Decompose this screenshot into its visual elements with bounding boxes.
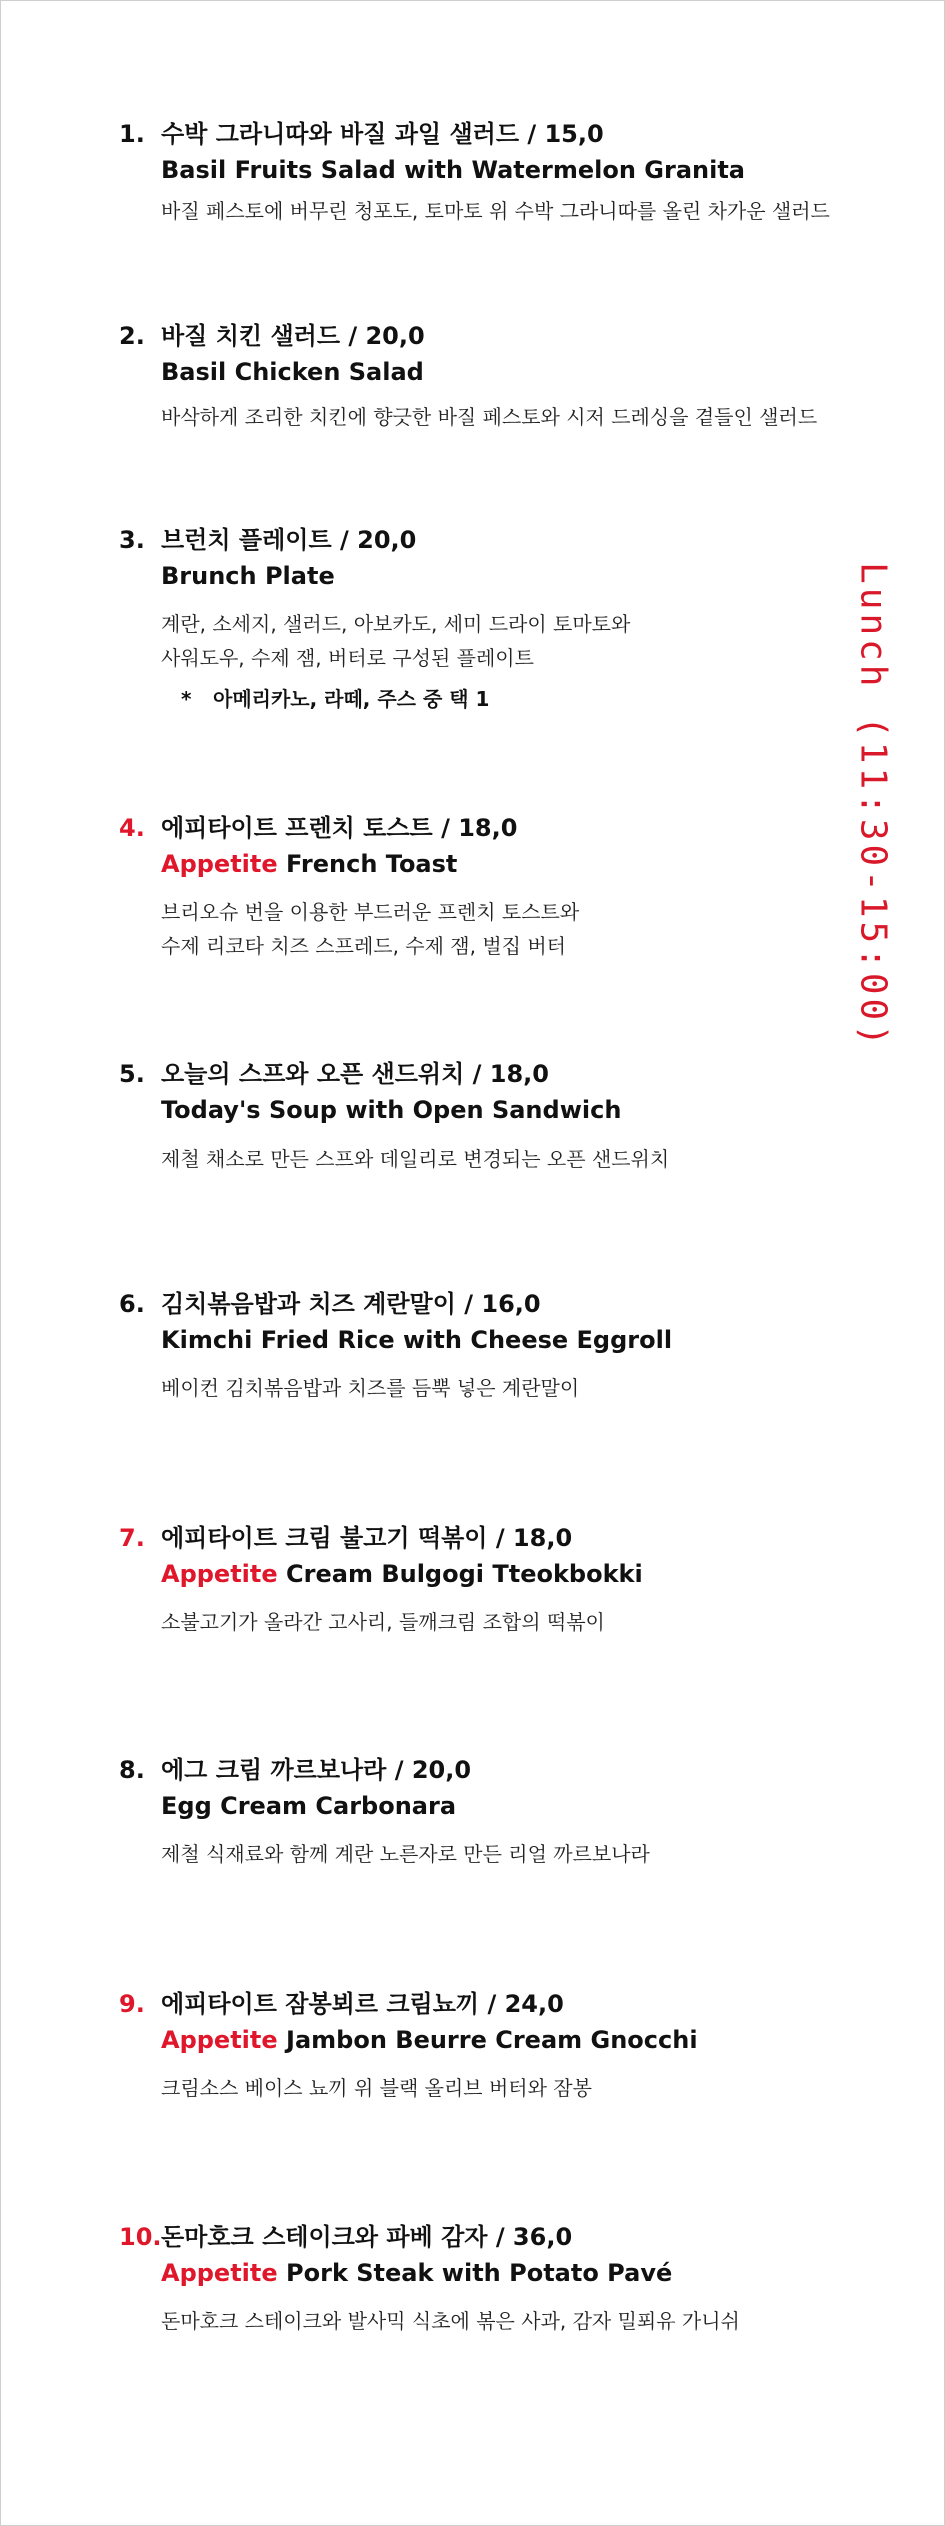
appetite-prefix: Appetite xyxy=(161,2026,278,2054)
item-description-line: 크림소스 베이스 뇨끼 위 블랙 올리브 버터와 잠봉 xyxy=(161,2076,592,2100)
item-title-english-text: Cream Bulgogi Tteokbokki xyxy=(286,1560,643,1588)
item-title-korean: 브런치 플레이트 / 20,0 xyxy=(161,526,417,554)
item-description-line: 계란, 소세지, 샐러드, 아보카도, 세미 드라이 토마토와 xyxy=(161,612,631,636)
lunch-hours-text: Lunch (11:30-15:00) xyxy=(852,562,894,1050)
item-title-english xyxy=(161,1094,621,1126)
item-title-english xyxy=(161,1324,672,1356)
menu-item-10 xyxy=(119,2221,879,2341)
item-number: 7. xyxy=(119,1524,145,1552)
item-title-english xyxy=(161,154,745,186)
item-title-korean: 돈마호크 스테이크와 파베 감자 / 36,0 xyxy=(161,2223,573,2251)
appetite-prefix: Appetite xyxy=(161,2259,278,2287)
item-number: 3. xyxy=(119,526,145,554)
menu-item-2 xyxy=(119,320,879,440)
item-title-english-text: Brunch Plate xyxy=(161,562,335,590)
item-title-english-text: Pork Steak with Potato Pavé xyxy=(286,2259,673,2287)
item-title-english xyxy=(161,560,335,592)
item-number: 2. xyxy=(119,322,145,350)
item-title-korean: 에피타이트 크림 불고기 떡볶이 / 18,0 xyxy=(161,1524,573,1552)
menu-item-9 xyxy=(119,1988,879,2108)
item-description-line: 사워도우, 수제 잼, 버터로 구성된 플레이트 xyxy=(161,646,534,670)
note-asterisk: * xyxy=(181,687,192,711)
item-number: 8. xyxy=(119,1756,145,1784)
item-description-line: 바삭하게 조리한 치킨에 향긋한 바질 페스토와 시저 드레싱을 곁들인 샐러드 xyxy=(161,405,818,429)
lunch-hours-label xyxy=(852,562,894,1050)
item-description-line: 소불고기가 올라간 고사리, 들깨크림 조합의 떡볶이 xyxy=(161,1610,605,1634)
item-title-english xyxy=(161,2257,672,2289)
item-title-korean: 수박 그라니따와 바질 과일 샐러드 / 15,0 xyxy=(161,120,604,148)
item-title-english xyxy=(161,1790,456,1822)
item-title-korean: 오늘의 스프와 오픈 샌드위치 / 18,0 xyxy=(161,1060,549,1088)
appetite-prefix: Appetite xyxy=(161,1560,278,1588)
item-title-korean: 바질 치킨 샐러드 / 20,0 xyxy=(161,322,425,350)
item-number: 9. xyxy=(119,1990,145,2018)
item-description-line: 돈마호크 스테이크와 발사믹 식초에 볶은 사과, 감자 밀푀유 가니쉬 xyxy=(161,2309,740,2333)
item-description-line: 베이컨 김치볶음밥과 치즈를 듬뿍 넣은 계란말이 xyxy=(161,1376,580,1400)
menu-item-7 xyxy=(119,1522,879,1642)
item-title-english-text: Kimchi Fried Rice with Cheese Eggroll xyxy=(161,1326,673,1354)
item-description-line: 제철 채소로 만든 스프와 데일리로 변경되는 오픈 샌드위치 xyxy=(161,1147,670,1171)
item-title-english-text: Egg Cream Carbonara xyxy=(161,1792,457,1820)
item-title-korean: 에피타이트 잠봉뵈르 크림뇨끼 / 24,0 xyxy=(161,1990,564,2018)
item-title-english xyxy=(161,1558,643,1590)
item-number: 4. xyxy=(119,814,145,842)
menu-item-4 xyxy=(119,812,879,972)
item-title-korean: 김치볶음밥과 치즈 계란말이 / 16,0 xyxy=(161,1290,541,1318)
item-title-english-text: French Toast xyxy=(286,850,458,878)
item-title-english-text: Today's Soup with Open Sandwich xyxy=(161,1096,622,1124)
item-title-english xyxy=(161,2024,698,2056)
item-number: 5. xyxy=(119,1060,145,1088)
menu-item-6 xyxy=(119,1288,879,1408)
item-number: 10. xyxy=(119,2223,162,2251)
menu-item-5 xyxy=(119,1058,879,1178)
item-description-line: 제철 식재료와 함께 계란 노른자로 만든 리얼 까르보나라 xyxy=(161,1842,650,1866)
item-description-line: 바질 페스토에 버무린 청포도, 토마토 위 수박 그라니따를 올린 차가운 샐러드 xyxy=(161,199,830,223)
item-title-english-text: Jambon Beurre Cream Gnocchi xyxy=(286,2026,698,2054)
item-number: 6. xyxy=(119,1290,145,1318)
item-description-line: 브리오슈 번을 이용한 부드러운 프렌치 토스트와 xyxy=(161,900,580,924)
item-title-english xyxy=(161,356,424,388)
item-title-english-text: Basil Fruits Salad with Watermelon Granita xyxy=(161,156,746,184)
item-title-korean: 에피타이트 프렌치 토스트 / 18,0 xyxy=(161,814,518,842)
item-option-note xyxy=(181,684,489,714)
item-description-line: 수제 리코타 치즈 스프레드, 수제 잼, 벌집 버터 xyxy=(161,934,566,958)
item-title-korean: 에그 크림 까르보나라 / 20,0 xyxy=(161,1756,472,1784)
menu-item-1 xyxy=(119,118,879,238)
appetite-prefix: Appetite xyxy=(161,850,278,878)
item-title-english xyxy=(161,848,457,880)
item-title-english-text: Basil Chicken Salad xyxy=(161,358,424,386)
menu-item-3 xyxy=(119,524,879,724)
item-number: 1. xyxy=(119,120,145,148)
menu-item-8 xyxy=(119,1754,879,1874)
note-text: 아메리카노, 라떼, 주스 중 택 1 xyxy=(213,687,490,711)
